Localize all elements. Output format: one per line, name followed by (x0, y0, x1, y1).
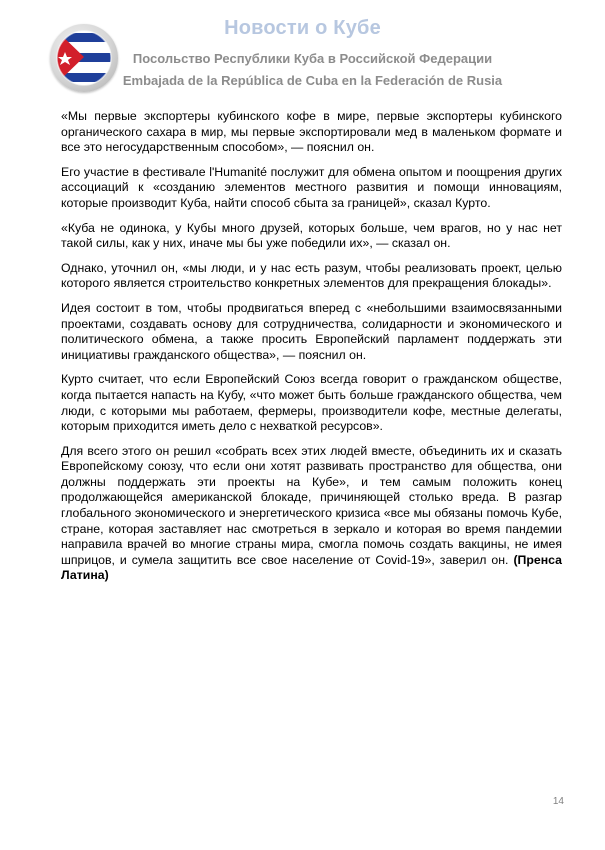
article-body (61, 109, 562, 593)
page-header (0, 0, 605, 100)
paragraph-4: Однако, уточнил он, «мы люди, и у нас есть разум, чтобы реализовать проект, целью которого является строительство конкретных элементов для прекращения блокады». (61, 260, 562, 291)
paragraph-3: «Куба не одинока, у Кубы много друзей, которых больше, чем врагов, но у нас нет такой силы, как у них, иначе мы бы уже победили их», — сказал он. (61, 220, 562, 251)
embassy-name-ru: Посольство Республики Куба в Российской Федерации (132, 51, 493, 66)
page-number: 14 (552, 796, 564, 807)
paragraph-2: Его участие в фестивале l'Humanité послужит для обмена опытом и поощрения других ассоциаций к «созданию элементов местного развития и помощи инновациям, которые производит Куба, найти способ сбыта за границей», сказал Курто. (61, 164, 562, 210)
paragraph-6: Курто считает, что если Европейский Союз всегда говорит о гражданском обществе, когда пытается напасть на Кубу, «что может быть больше гражданского общества, чем люди, с которыми мы работаем, фермеры, производители кофе, местные делегаты, которым приходится иметь дело с нехваткой ресурсов». (61, 372, 562, 434)
paragraph-1: «Мы первые экспортеры кубинского кофе в мире, первые экспортеры кубинского органического сахара в мир, мы первые экспортировали мед в маленьком формате и все это негосударственным способом», — пояснил он. (61, 109, 562, 155)
paragraph-5: Идея состоит в том, чтобы продвигаться вперед с «небольшими взаимосвязанными проектами, создавать основу для сотрудничества, солидарности и экономического и политического обмена, а также просить Европейский парламент поддержать эти инициативы гражданского общества», — пояснил он. (61, 300, 562, 362)
newsletter-title: Новости о Кубе (224, 17, 381, 39)
news-source: (Пренса Латина) (61, 552, 562, 583)
paragraph-7 (61, 444, 562, 584)
embassy-name-es: Embajada de la República de Cuba en la Federación de Rusia (122, 73, 503, 88)
paragraph-7-text: Для всего этого он решил «собрать всех этих людей вместе, объединить их и сказать Европейскому союзу, что если они хотят развивать пространство для общества, они должны поддержать эти проекты на Кубе», и тем самым положить конец продолжающейся американской блокаде, причиняющей столько вреда. В разгар глобального экономического и энергетического кризиса «все мы обязаны помочь Кубе, стране, которая заставляет нас смотреться в зеркало и которая во время пандемии направила врачей во многие страны мира, смогла помочь создать вакцины, не имея шприцов, и сумела защитить все свое население от Covid-19», заверил он. (61, 443, 562, 567)
